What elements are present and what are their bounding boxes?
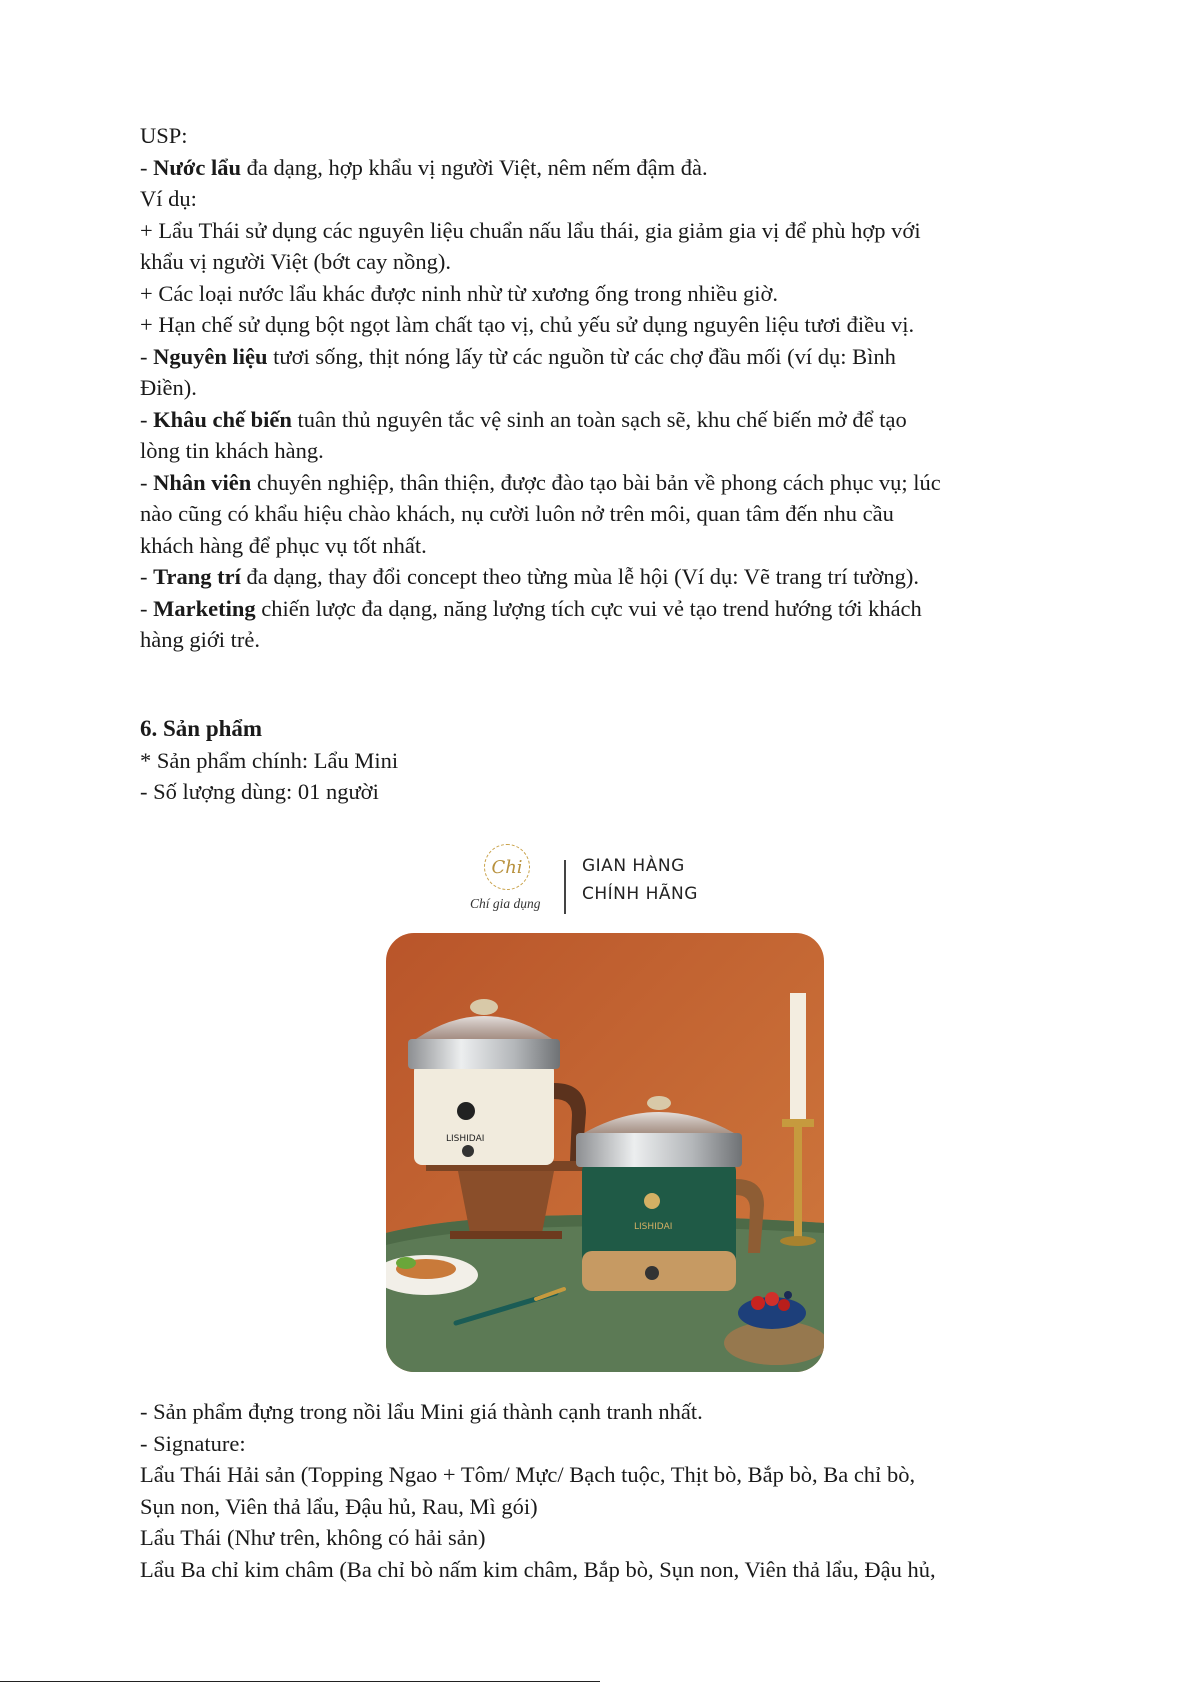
after-line: Lẩu Thái (Như trên, không có hải sản) [140, 1525, 486, 1550]
brand-logo-mark: Chi [491, 856, 523, 878]
signature-section [140, 1396, 1060, 1585]
usp-line: + Lẩu Thái sử dụng các nguyên liệu chuẩn nấu lẩu thái, gia giảm gia vị để phù hợp với [140, 217, 921, 243]
after-line: Sụn non, Viên thả lẩu, Đậu hủ, Rau, Mì gói) [140, 1493, 538, 1519]
brand-tag-line-1: GIAN HÀNG [582, 856, 685, 876]
after-line: - Sản phẩm đựng trong nồi lẩu Mini giá thành cạnh tranh nhất. [140, 1399, 703, 1424]
candle [790, 993, 806, 1123]
main-product-line: * Sản phẩm chính: Lẩu Mini [140, 747, 399, 773]
usp-line: nào cũng có khẩu hiệu chào khách, nụ cười luôn nở trên môi, quan tâm đến nhu cầu [140, 501, 894, 526]
servings-line: - Số lượng dùng: 01 người [140, 779, 379, 804]
usp-line: - Nhân viên chuyên nghiệp, thân thiện, được đào tạo bài bản về phong cách phục vụ; lúc [140, 469, 941, 495]
usp-line: - Khâu chế biến tuân thủ nguyên tắc vệ sinh an toàn sạch sẽ, khu chế biến mở để tạo [140, 406, 907, 432]
product-section [140, 713, 1060, 808]
usp-line: khẩu vị người Việt (bớt cay nồng). [140, 249, 452, 274]
usp-title: USP: [140, 123, 188, 148]
usp-line: - Nguyên liệu tươi sống, thịt nóng lấy từ các nguồn từ các chợ đầu mối (ví dụ: Bình [140, 343, 896, 369]
usp-line: - Marketing chiến lược đa dạng, năng lượng tích cực vui vẻ tạo trend hướng tới khách [140, 595, 922, 621]
usp-line: - Nước lẩu đa dạng, hợp khẩu vị người Việt, nêm nếm đậm đà. [140, 154, 708, 180]
wooden-stand [458, 1171, 554, 1233]
section-heading: 6. Sản phẩm [140, 716, 263, 741]
pot-label: LISHIDAI [446, 1134, 485, 1144]
usp-line: hàng giới trẻ. [140, 627, 260, 652]
usp-line: khách hàng để phục vụ tốt nhất. [140, 532, 427, 558]
product-photo [386, 933, 824, 1372]
usp-line: - Trang trí đa dạng, thay đổi concept theo từng mùa lễ hội (Ví dụ: Vẽ trang trí tường). [140, 564, 920, 589]
pot-label: LISHIDAI [634, 1222, 673, 1232]
brand-name: Chí gia dụng [470, 896, 541, 911]
usp-line: Ví dụ: [140, 186, 197, 211]
brand-banner [470, 836, 730, 926]
brand-divider [564, 860, 566, 914]
hotpot-illustration [386, 933, 824, 1372]
usp-section [140, 120, 1060, 656]
brand-tag-line-2: CHÍNH HÃNG [582, 884, 698, 904]
after-line: Lẩu Thái Hải sản (Topping Ngao + Tôm/ Mực/ Bạch tuộc, Thịt bò, Bắp bò, Ba chỉ bò, [140, 1462, 916, 1487]
after-line: - Signature: [140, 1430, 246, 1456]
usp-line: + Hạn chế sử dụng bột ngọt làm chất tạo vị, chủ yếu sử dụng nguyên liệu tươi điều vị. [140, 312, 915, 337]
usp-line: + Các loại nước lẩu khác được ninh nhừ từ xương ống trong nhiều giờ. [140, 280, 779, 306]
footer-rule [0, 1681, 600, 1682]
usp-line: Điền). [140, 375, 197, 400]
after-line: Lẩu Ba chỉ kim châm (Ba chỉ bò nấm kim châm, Bắp bò, Sụn non, Viên thả lẩu, Đậu hủ, [140, 1556, 936, 1582]
brand-logo-icon [484, 844, 530, 890]
usp-line: lòng tin khách hàng. [140, 438, 324, 463]
